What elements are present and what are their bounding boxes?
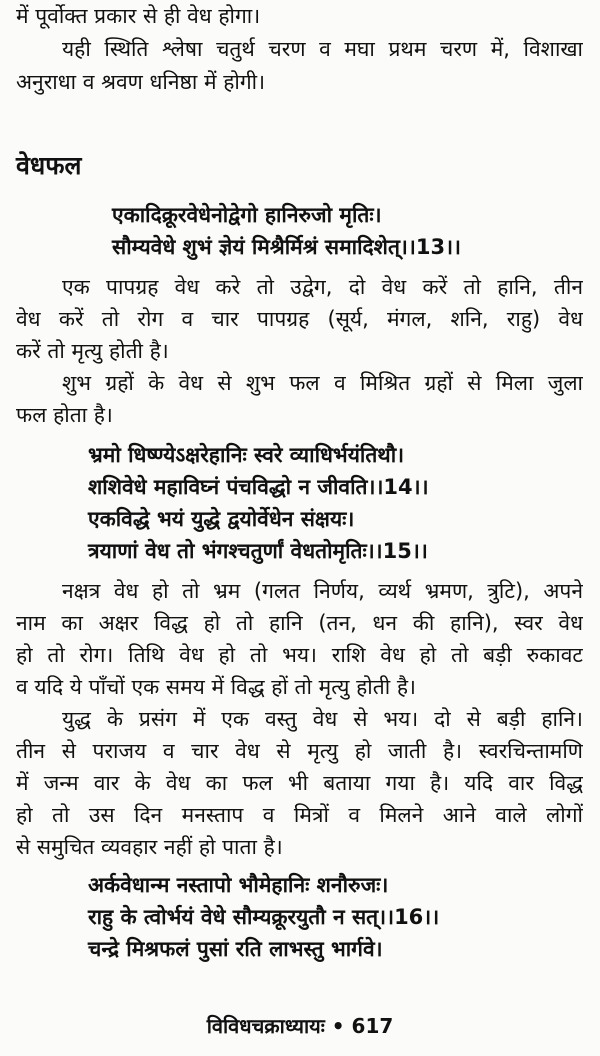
text-line: में पूर्वोक्त प्रकार से ही वेध होगा।	[16, 4, 261, 28]
text-line: में जन्म वार के वेध का फल भी बताया गया है। यदि वार विद्ध	[16, 771, 583, 795]
page-footer	[0, 1012, 600, 1039]
text-line: हो तो रोग। तिथि वेध हो तो भय। राशि वेध हो तो बड़ी रुकावट	[16, 643, 583, 667]
shloka-line: शशिवेधे महाविघ्नं पंचविद्धो न जीवति।।14।।	[88, 475, 429, 499]
shloka-line: त्रयाणां वेध तो भंगश्चतुर्णां वेधतोमृतिः।।15।।	[88, 539, 428, 563]
chapter-title: विविधचक्राध्यायः	[206, 1014, 325, 1038]
text-line: एक पापग्रह वेध करे तो उद्वेग, दो वेध करें तो हानि, तीन	[62, 275, 583, 299]
footer-separator: •	[331, 1014, 345, 1038]
section-heading: वेधफल	[16, 151, 82, 180]
text-line: शुभ ग्रहों के वेध से शुभ फल व मिश्रित ग्रहों से मिला जुला	[62, 371, 583, 395]
page-number: 617	[351, 1014, 394, 1038]
text-line: करें तो मृत्यु होती है।	[16, 339, 169, 363]
shloka-line: चन्द्रे मिश्रफलं पुसां रति लाभस्तु भार्गवे।	[88, 937, 383, 961]
shloka-line: राहु के त्वोर्भयं वेधे सौम्यक्रूरयुतौ न सत्।।16।।	[88, 905, 440, 929]
text-line: हो तो उस दिन मनस्ताप व मित्रों व मिलने आने वाले लोगों	[16, 803, 583, 827]
shloka-line: भ्रमो धिष्ण्येऽक्षरेहानिः स्वरे व्याधिर्भयंतिथौ।	[88, 443, 405, 467]
shloka-line: एकविद्धे भयं युद्धे द्वयोर्वेधेन संक्षयः।	[88, 507, 355, 531]
text-line: से समुचित व्यवहार नहीं हो पाता है।	[16, 835, 283, 859]
shloka-line: सौम्यवेधे शुभं ज्ञेयं मिश्रैर्मिश्रं समादिशेत्।।13।।	[112, 235, 461, 259]
text-line: युद्ध के प्रसंग में एक वस्तु वेध से भय। दो से बड़ी हानि।	[62, 707, 583, 731]
text-line: फल होता है।	[16, 403, 113, 427]
shloka-line: एकादिक्रूरवेधेनोद्वेगो हानिरुजो मृतिः।	[112, 203, 382, 227]
shloka-line: अर्कवेधान्म नस्तापो भौमेहानिः शनौरुजः।	[88, 873, 389, 897]
text-line: नाम का अक्षर विद्ध हो तो हानि (तन, धन की हानि), स्वर वेध	[16, 611, 583, 635]
text-line: अनुराधा व श्रवण धनिष्ठा में होगी।	[16, 70, 266, 94]
text-line: तीन से पराजय व चार वेध से मृत्यु हो जाती है। स्वरचिन्तामणि	[16, 739, 583, 763]
text-line: व यदि ये पाँचों एक समय में विद्ध हों तो मृत्यु होती है।	[16, 675, 416, 699]
text-line: यही स्थिति श्लेषा चतुर्थ चरण व मघा प्रथम चरण में, विशाखा	[62, 37, 583, 61]
text-line: वेध करें तो रोग व चार पापग्रह (सूर्य, मंगल, शनि, राहु) वेध	[16, 307, 583, 331]
text-line: नक्षत्र वेध हो तो भ्रम (गलत निर्णय, व्यर्थ भ्रमण, त्रुटि), अपने	[62, 579, 583, 603]
